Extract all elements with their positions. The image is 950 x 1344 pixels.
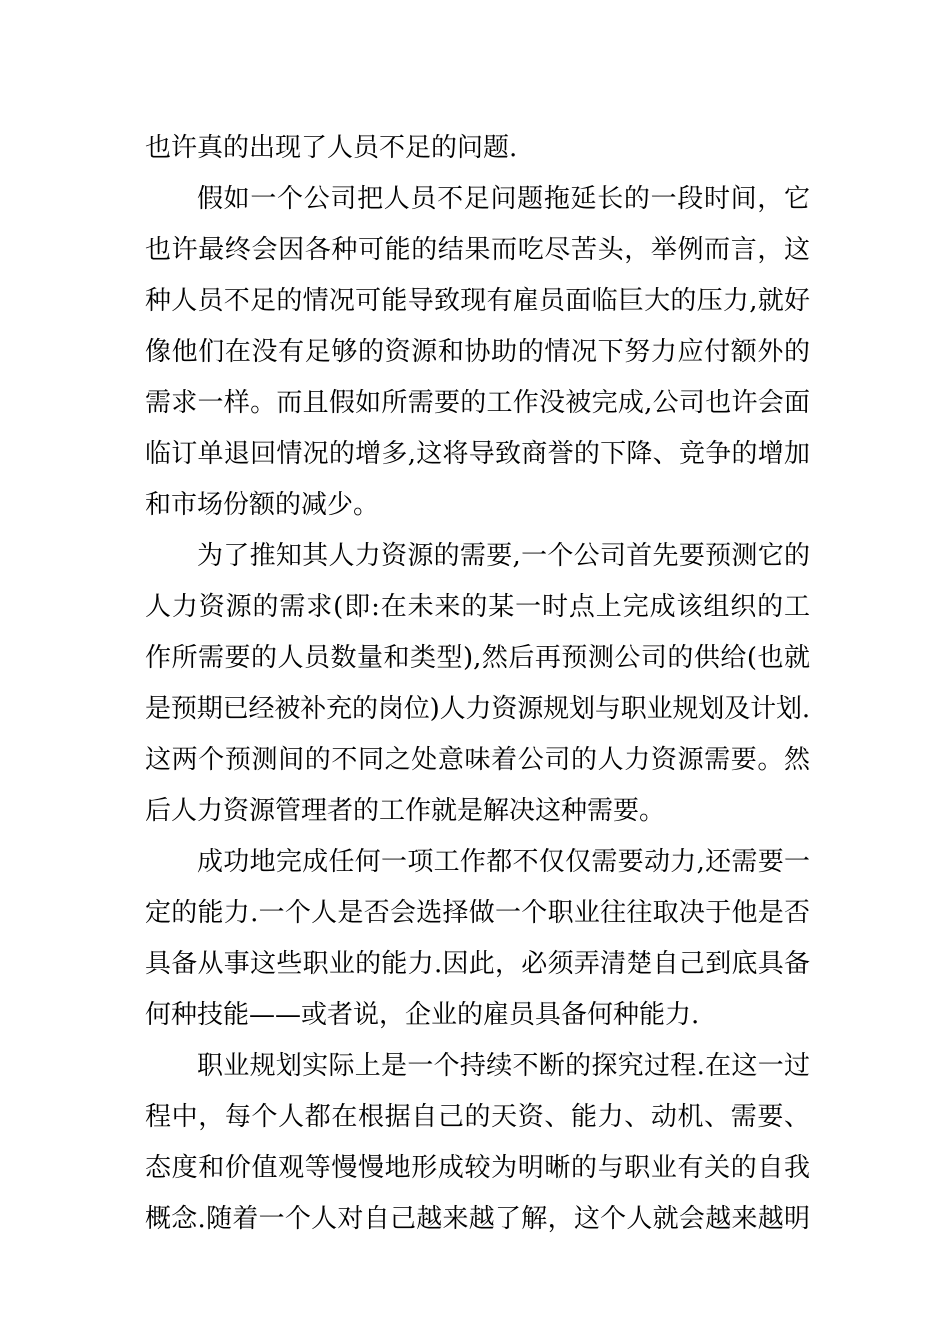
paragraph-2 xyxy=(145,174,810,531)
text-line: 需求一样。而且假如所需要的工作没被完成,公司也许会面 xyxy=(145,388,810,418)
text-line: 临订单退回情况的增多,这将导致商誉的下降、竞争的增加 xyxy=(145,439,810,469)
text-line: 假如一个公司把人员不足问题拖延长的一段时间，它 xyxy=(197,184,810,214)
paragraph-1 xyxy=(145,123,810,174)
body-text xyxy=(145,123,810,1245)
paragraph-4 xyxy=(145,837,810,1041)
text-line: 人力资源的需求(即:在未来的某一时点上完成该组织的工 xyxy=(145,592,810,622)
text-line: 像他们在没有足够的资源和协助的情况下努力应付额外的 xyxy=(145,337,810,367)
text-line: 为了推知其人力资源的需要,一个公司首先要预测它的 xyxy=(197,541,810,571)
text-line: 这两个预测间的不同之处意味着公司的人力资源需要。然 xyxy=(145,745,810,775)
text-line: 何种技能——或者说，企业的雇员具备何种能力. xyxy=(145,1000,700,1030)
paragraph-3 xyxy=(145,531,810,837)
text-line: 成功地完成任何一项工作都不仅仅需要动力,还需要一 xyxy=(197,847,810,877)
text-line: 作所需要的人员数量和类型),然后再预测公司的供给(也就 xyxy=(145,643,810,673)
text-line: 职业规划实际上是一个持续不断的探究过程.在这一过 xyxy=(197,1051,810,1081)
text-line: 程中，每个人都在根据自己的天资、能力、动机、需要、 xyxy=(145,1102,810,1132)
text-line: 态度和价值观等慢慢地形成较为明晰的与职业有关的自我 xyxy=(145,1153,810,1183)
paragraph-5 xyxy=(145,1041,810,1245)
text-line: 也许最终会因各种可能的结果而吃尽苦头，举例而言，这 xyxy=(145,235,810,265)
text-line: 定的能力.一个人是否会选择做一个职业往往取决于他是否 xyxy=(145,898,810,928)
text-line: 概念.随着一个人对自己越来越了解，这个人就会越来越明 xyxy=(145,1204,810,1234)
text-line: 种人员不足的情况可能导致现有雇员面临巨大的压力,就好 xyxy=(145,286,810,316)
text-line: 也许真的出现了人员不足的问题. xyxy=(145,133,518,163)
text-line: 和市场份额的减少。 xyxy=(145,490,380,520)
text-line: 后人力资源管理者的工作就是解决这种需要。 xyxy=(145,796,666,826)
text-line: 是预期已经被补充的岗位)人力资源规划与职业规划及计划. xyxy=(145,694,810,724)
text-line: 具备从事这些职业的能力.因此，必须弄清楚自己到底具备 xyxy=(145,949,810,979)
